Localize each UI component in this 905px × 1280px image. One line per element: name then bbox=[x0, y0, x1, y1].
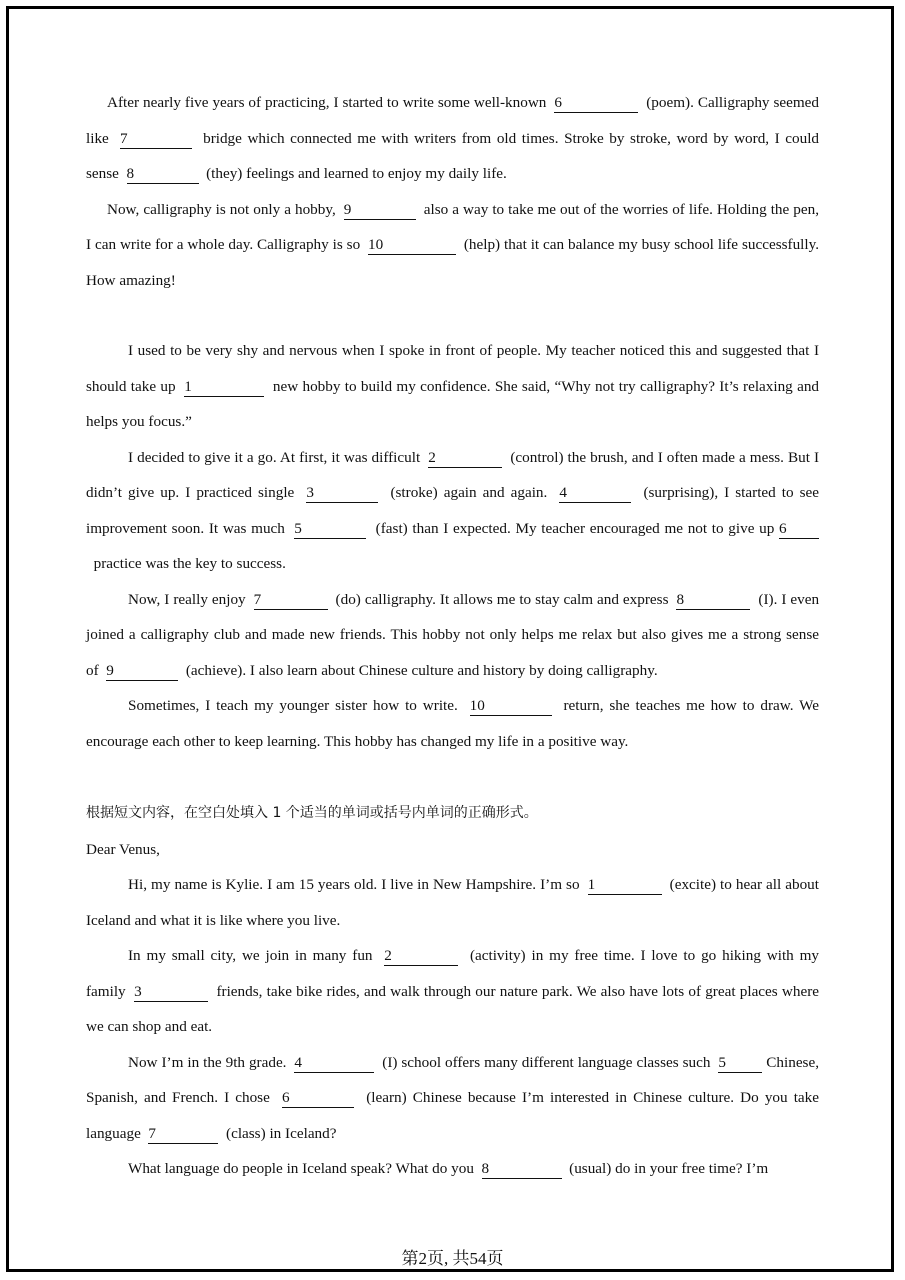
text: (control) the brush, and I often made a mess. But I didn’t give up. I practiced single bbox=[86, 448, 820, 501]
text: Hi, my name is Kylie. I am 15 years old. I live in New Hampshire. I’m so bbox=[128, 876, 580, 893]
answer-blank: 9 bbox=[106, 662, 178, 681]
answer-blank: 5 bbox=[294, 520, 366, 539]
text: bridge which connected me with writers from old times. Stroke by stroke, word by word, I could sense bbox=[86, 129, 820, 182]
answer-blank: 7 bbox=[148, 1125, 218, 1144]
paragraph bbox=[86, 1045, 819, 1152]
paragraph bbox=[86, 85, 819, 192]
answer-blank: 10 bbox=[368, 236, 456, 255]
text: (activity) in my free time. I love to go hiking with my family bbox=[86, 947, 820, 1000]
greeting-text: Dear Venus, bbox=[86, 840, 160, 858]
answer-blank: 8 bbox=[482, 1160, 562, 1179]
section-gap bbox=[86, 759, 819, 795]
text: After nearly five years of practicing, I started to write some well-known bbox=[107, 94, 547, 111]
answer-blank: 1 bbox=[184, 378, 264, 397]
text: (I). I even joined a calligraphy club and made new friends. This hobby not only helps me relax but also gives me a strong sense of bbox=[86, 590, 820, 679]
text: practice was the key to success. bbox=[93, 555, 286, 572]
answer-blank: 6 bbox=[554, 94, 638, 113]
text: (I) school offers many different language classes such bbox=[382, 1053, 711, 1071]
paragraph bbox=[86, 688, 819, 759]
answer-blank: 4 bbox=[294, 1054, 374, 1073]
text: I used to be very shy and nervous when I spoke in front of people. My teacher noticed this and suggested that I should take up bbox=[86, 342, 819, 395]
answer-blank: 4 bbox=[559, 484, 631, 503]
instruction bbox=[86, 795, 819, 832]
paragraph bbox=[86, 1151, 819, 1187]
text: Chinese, Spanish, and French. I chose bbox=[86, 1053, 820, 1106]
text: (surprising), I started to see improvement soon. It was much bbox=[86, 484, 820, 537]
answer-blank: 7 bbox=[120, 130, 192, 149]
greeting bbox=[86, 832, 819, 868]
text: (poem). Calligraphy seemed like bbox=[86, 94, 820, 147]
answer-blank: 3 bbox=[134, 983, 208, 1002]
text: (stroke) again and again. bbox=[390, 484, 548, 501]
text: (they) feelings and learned to enjoy my daily life. bbox=[206, 165, 507, 182]
answer-blank: 8 bbox=[127, 165, 199, 184]
answer-blank: 2 bbox=[428, 449, 502, 468]
text: also a way to take me out of the worries of life. Holding the pen, I can write for a whole day. Calligraphy is so bbox=[86, 200, 819, 253]
document-page bbox=[86, 85, 819, 1187]
text: new hobby to build my confidence. She said, “Why not try calligraphy? It’s relaxing and helps you focus.” bbox=[86, 377, 820, 430]
text: (usual) do in your free time? I’m bbox=[569, 1160, 769, 1177]
paragraph bbox=[86, 938, 819, 1045]
answer-blank: 6 bbox=[282, 1089, 354, 1108]
text: (fast) than I expected. My teacher encouraged me not to give up bbox=[375, 519, 775, 537]
paragraph bbox=[86, 582, 819, 689]
answer-blank: 2 bbox=[384, 947, 458, 966]
text: (help) that it can balance my busy school life successfully. How amazing! bbox=[86, 236, 820, 289]
text: return, she teaches me how to draw. We encourage each other to keep learning. This hobby has changed my life in a positive way. bbox=[86, 697, 820, 750]
text: In my small city, we join in many fun bbox=[128, 947, 373, 964]
answer-blank: 8 bbox=[676, 591, 750, 610]
text: (class) in Iceland? bbox=[226, 1124, 337, 1142]
text: Now I’m in the 9th grade. bbox=[128, 1053, 287, 1071]
page-number-footer: 第2页, 共54页 bbox=[401, 1249, 504, 1268]
answer-blank: 3 bbox=[306, 484, 378, 503]
answer-blank: 10 bbox=[470, 697, 552, 716]
paragraph bbox=[86, 867, 819, 938]
text: (achieve). I also learn about Chinese culture and history by doing calligraphy. bbox=[185, 661, 658, 679]
section-gap bbox=[86, 298, 819, 333]
paragraph bbox=[86, 333, 819, 440]
paragraph bbox=[86, 192, 819, 299]
text: (learn) Chinese because I’m interested in Chinese culture. Do you take language bbox=[86, 1089, 819, 1142]
answer-blank: 6 bbox=[779, 520, 819, 539]
answer-blank: 7 bbox=[254, 591, 328, 610]
answer-blank: 9 bbox=[344, 201, 416, 220]
text: (do) calligraphy. It allows me to stay calm and express bbox=[335, 590, 669, 608]
text: friends, take bike rides, and walk through our nature park. We also have lots of great places where we can shop and eat. bbox=[86, 982, 820, 1035]
answer-blank: 1 bbox=[588, 876, 662, 895]
text: What language do people in Iceland speak? What do you bbox=[128, 1160, 474, 1177]
instruction-text: 根据短文内容，在空白处填入 1 个适当的单词或括号内单词的正确形式。 bbox=[86, 805, 538, 821]
text: Now, I really enjoy bbox=[128, 590, 246, 608]
answer-blank: 5 bbox=[718, 1054, 762, 1073]
text: Now, calligraphy is not only a hobby, bbox=[107, 200, 336, 218]
text: I decided to give it a go. At first, it was difficult bbox=[128, 448, 421, 466]
paragraph bbox=[86, 440, 819, 582]
text: (excite) to hear all about Iceland and what it is like where you live. bbox=[86, 876, 819, 929]
text: Sometimes, I teach my younger sister how to write. bbox=[128, 697, 458, 714]
